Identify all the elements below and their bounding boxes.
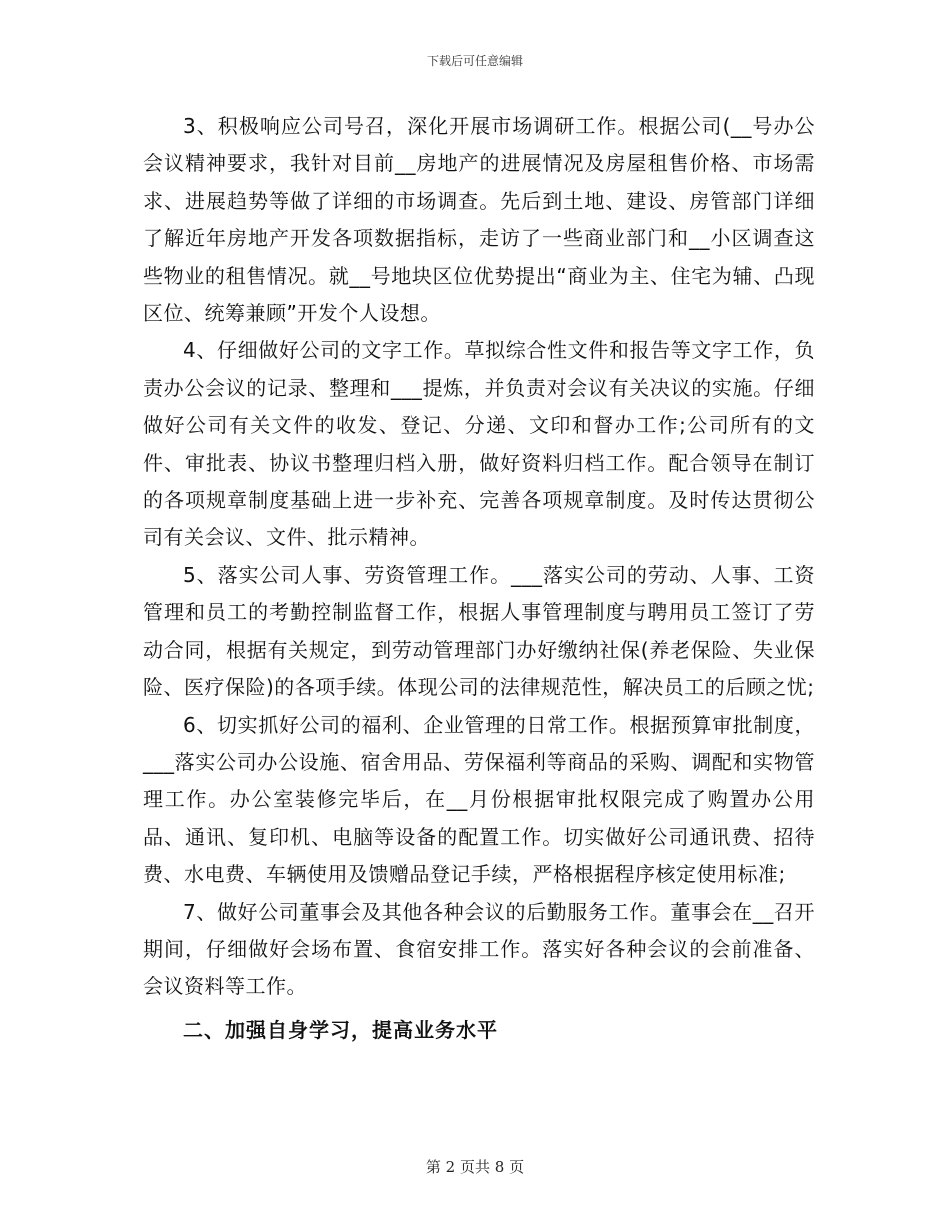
paragraph-item-4: 4、仔细做好公司的文字工作。草拟综合性文件和报告等文字工作，负责办公会议的记录、整理和___提炼，并负责对会议有关决议的实施。仔细做好公司有关文件的收发、登记、分递、文印和督办工作;公司所有的文件、审批表、协议书整理归档入册，做好资料归档工作。配合领导在制订的各项规章制度基础上进一步补充、完善各项规章制度。及时传达贯彻公司有关会议、文件、批示精神。 <box>143 338 815 550</box>
page-header: 下载后可任意编辑 <box>426 54 523 68</box>
paragraph-item-7: 7、做好公司董事会及其他各种会议的后勤服务工作。董事会在__召开期间，仔细做好会场布置、食宿安排工作。落实好各种会议的会前准备、会议资料等工作。 <box>143 899 815 999</box>
paragraph-item-5: 5、落实公司人事、劳资管理工作。___落实公司的劳动、人事、工资管理和员工的考勤控制监督工作，根据人事管理制度与聘用员工签订了劳动合同，根据有关规定，到劳动管理部门办好缴纳社保(养老保险、失业保险、医疗保险)的各项手续。体现公司的法律规范性，解决员工的后顾之忧; <box>143 562 815 700</box>
paragraph-item-3: 3、积极响应公司号召，深化开展市场调研工作。根据公司(__号办公会议精神要求，我针对目前__房地产的进展情况及房屋租售价格、市场需求、进展趋势等做了详细的市场调查。先后到土地、建设、房管部门详细了解近年房地产开发各项数据指标，走访了一些商业部门和__小区调查这些物业的租售情况。就__号地块区位优势提出“商业为主、住宅为辅、凸现区位、统筹兼顾”开发个人设想。 <box>143 114 815 326</box>
document-body <box>143 108 815 1049</box>
page-footer: 第 2 页共 8 页 <box>425 1158 525 1176</box>
paragraph-item-6: 6、切实抓好公司的福利、企业管理的日常工作。根据预算审批制度，___落实公司办公设施、宿舍用品、劳保福利等商品的采购、调配和实物管理工作。办公室装修完毕后，在__月份根据审批权限完成了购置办公用品、通讯、复印机、电脑等设备的配置工作。切实做好公司通讯费、招待费、水电费、车辆使用及馈赠品登记手续，严格根据程序核定使用标准; <box>143 712 815 887</box>
section-heading: 二、加强自身学习，提高业务水平 <box>183 1017 498 1042</box>
